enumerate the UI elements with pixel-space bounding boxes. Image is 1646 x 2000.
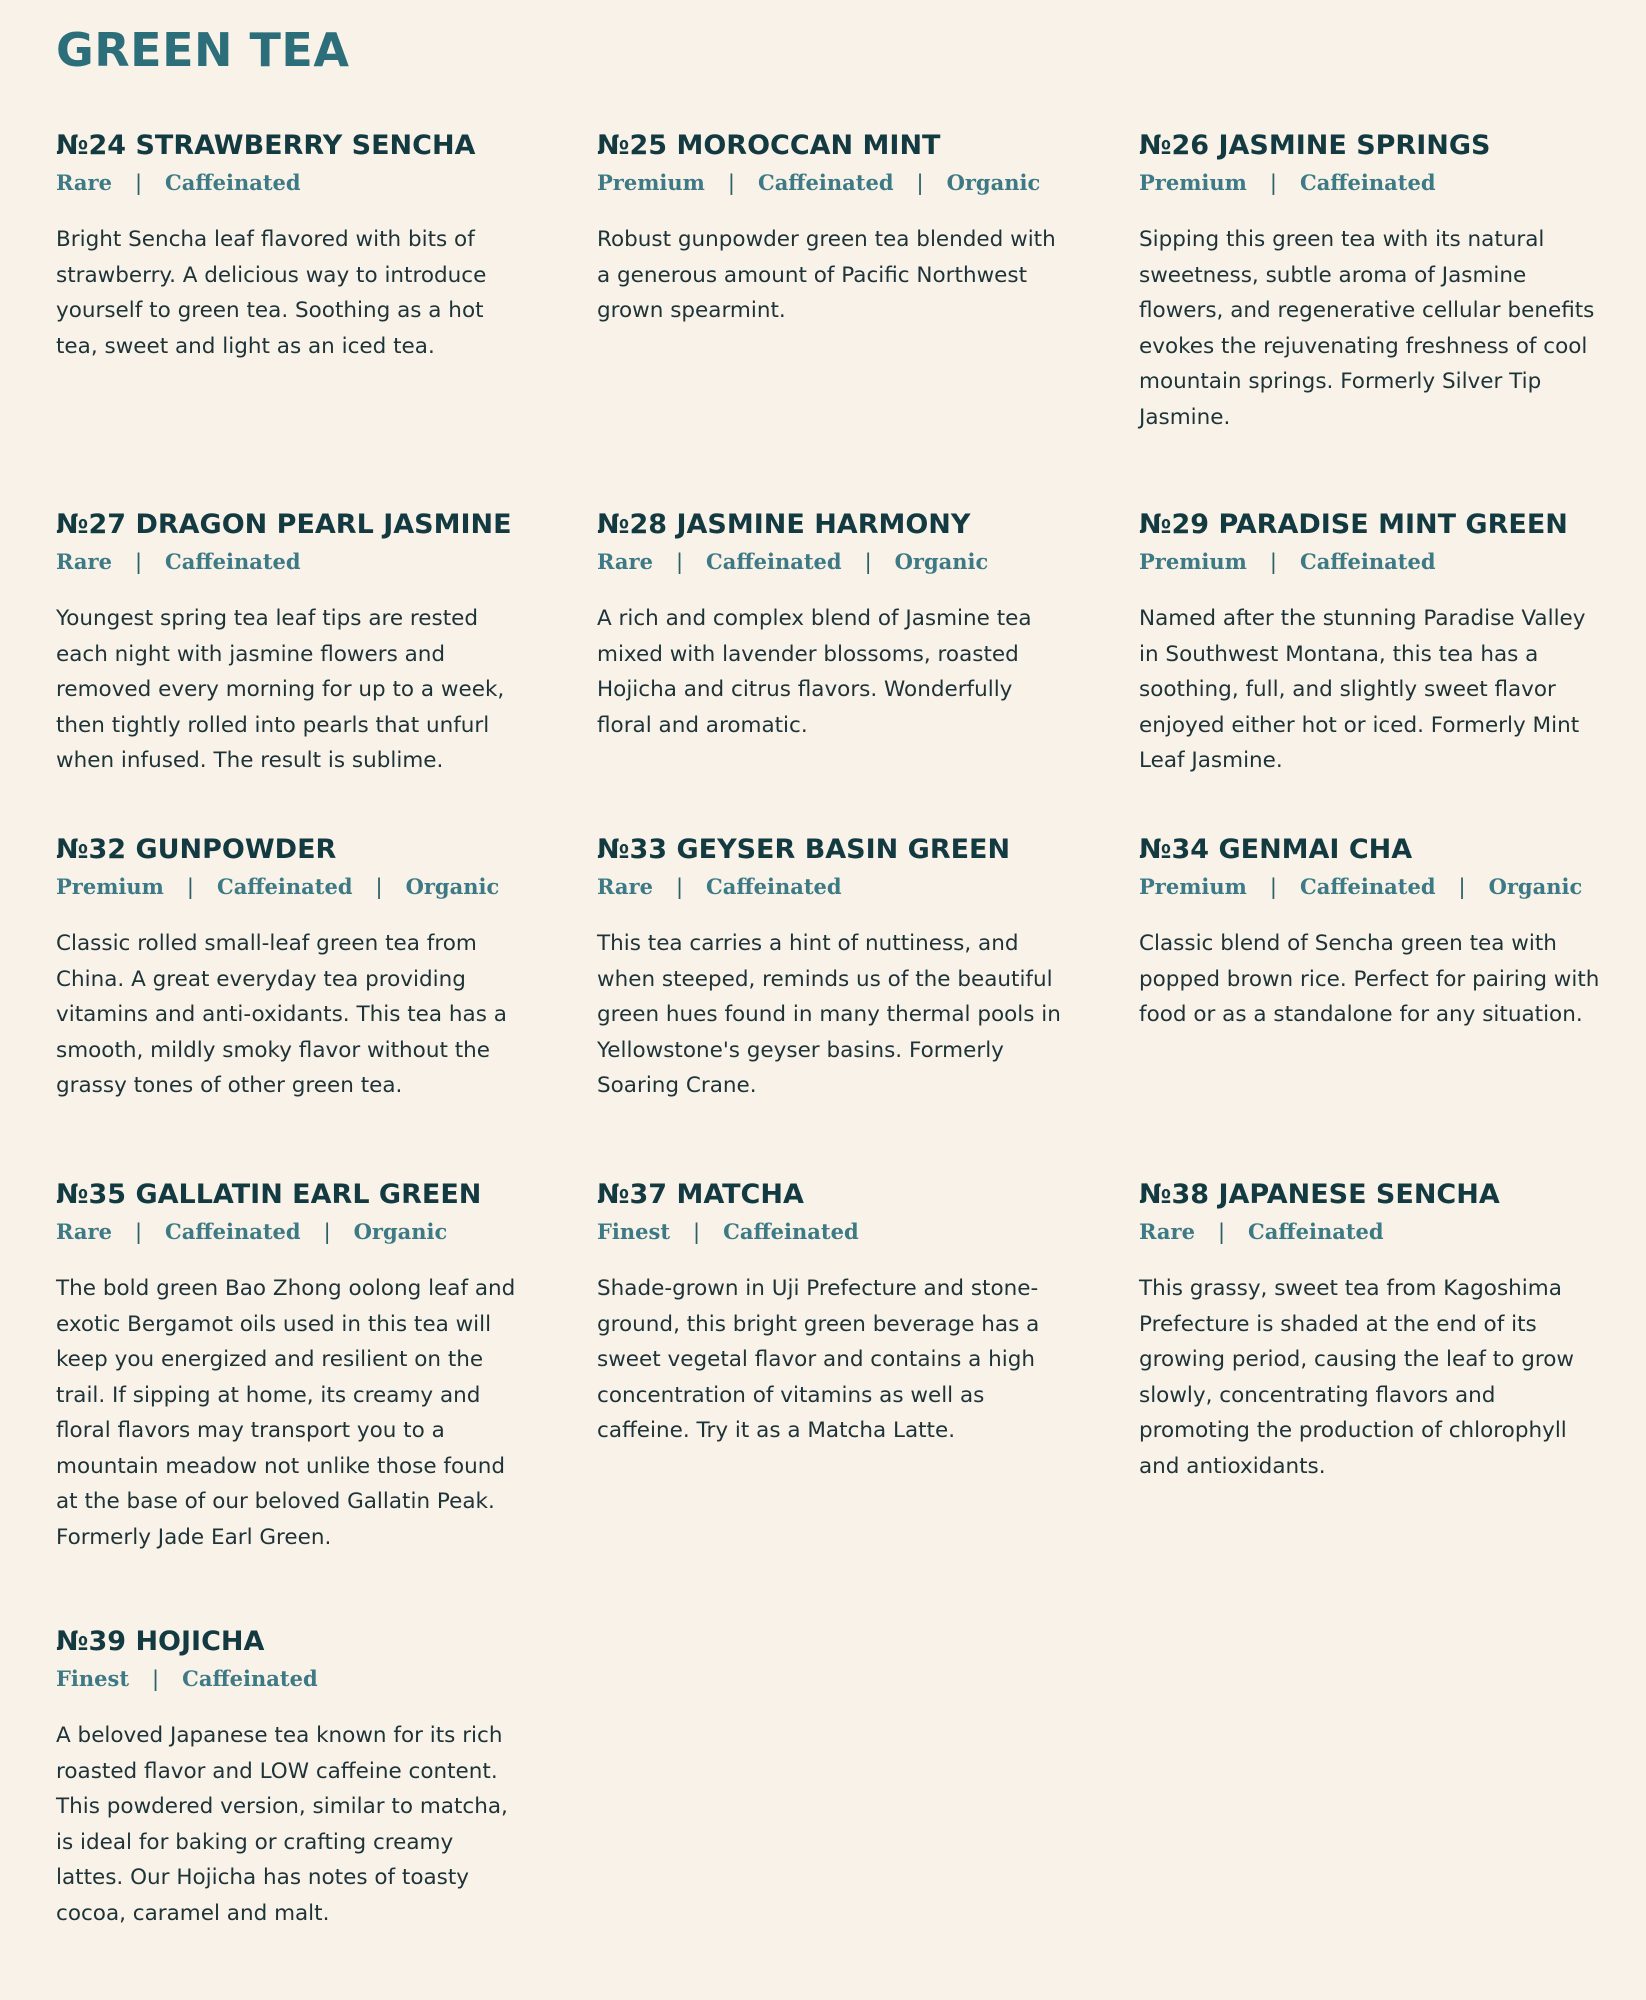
tag-label: Rare bbox=[56, 1219, 112, 1244]
tag-separator: | bbox=[375, 875, 383, 899]
tea-name: №38 JAPANESE SENCHA bbox=[1139, 1179, 1500, 1210]
tag-separator: | bbox=[1458, 875, 1466, 899]
tea-name: №28 JASMINE HARMONY bbox=[597, 509, 971, 540]
tag-separator: | bbox=[186, 875, 194, 899]
tea-description: This tea carries a hint of nuttiness, and when steeped, reminds us of the beautiful green hues found in many thermal pools in Yellowstone's geyser basins. Formerly Soaring Crane. bbox=[597, 931, 1061, 1098]
tea-tags bbox=[1139, 547, 1609, 577]
tea-item bbox=[1139, 507, 1609, 779]
tag-label: Caffeinated bbox=[165, 549, 301, 574]
tea-tags bbox=[56, 1217, 526, 1247]
tea-name: №25 MOROCCAN MINT bbox=[597, 130, 941, 161]
tag-separator: | bbox=[675, 550, 684, 574]
tag-label: Caffeinated bbox=[757, 170, 894, 195]
tag-label: Caffeinated bbox=[1299, 170, 1436, 195]
tea-item bbox=[1139, 1177, 1609, 1484]
tea-item bbox=[597, 128, 1067, 329]
tag-label: Rare bbox=[56, 549, 112, 574]
tea-tags bbox=[56, 547, 526, 577]
tea-item bbox=[56, 832, 526, 1104]
tea-tags bbox=[56, 168, 526, 198]
tag-separator: | bbox=[152, 1667, 160, 1691]
tea-description: Bright Sencha leaf flavored with bits of strawberry. A delicious way to introduce yourself to green tea. Soothing as a hot tea, sweet and light as an iced tea. bbox=[56, 227, 487, 359]
tag-label: Caffeinated bbox=[723, 1219, 859, 1244]
tea-description: This grassy, sweet tea from Kagoshima Prefecture is shaded at the end of its growing period, causing the leaf to grow slowly, concentrating flavors and promoting the production of chlorophyll and antioxidants. bbox=[1139, 1276, 1574, 1479]
tea-name: №33 GEYSER BASIN GREEN bbox=[597, 834, 1011, 865]
tag-label: Finest bbox=[597, 1219, 671, 1244]
tag-label: Premium bbox=[1139, 549, 1247, 574]
tag-label: Rare bbox=[56, 170, 112, 195]
tea-name: №32 GUNPOWDER bbox=[56, 834, 337, 865]
tea-item bbox=[56, 507, 526, 779]
tea-item bbox=[597, 832, 1067, 1104]
tag-label: Caffeinated bbox=[1299, 549, 1436, 574]
page-title: GREEN TEA bbox=[56, 23, 350, 77]
tea-tags bbox=[597, 168, 1067, 198]
tag-label: Organic bbox=[894, 549, 989, 574]
tea-description: A rich and complex blend of Jasmine tea mixed with lavender blossoms, roasted Hojicha and citrus flavors. Wonderfully floral and aromatic. bbox=[597, 606, 1032, 738]
tag-label: Caffeinated bbox=[165, 170, 301, 195]
tag-label: Caffeinated bbox=[1248, 1219, 1384, 1244]
tag-label: Caffeinated bbox=[216, 874, 353, 899]
tea-tags bbox=[597, 1217, 1067, 1247]
tag-label: Caffeinated bbox=[165, 1219, 301, 1244]
tag-separator: | bbox=[727, 171, 735, 195]
tea-description: Shade-grown in Uji Prefecture and stone-ground, this bright green beverage has a sweet vegetal flavor and contains a high concentration of vitamins as well as caffeine. Try it as a Matcha Latte. bbox=[597, 1276, 1040, 1443]
tea-name: №37 MATCHA bbox=[597, 1179, 804, 1210]
tag-separator: | bbox=[134, 171, 143, 195]
tag-label: Premium bbox=[56, 874, 164, 899]
tea-item bbox=[56, 1624, 526, 1931]
tea-description: Named after the stunning Paradise Valley in Southwest Montana, this tea has a soothing, full, and slightly sweet flavor enjoyed either hot or iced. Formerly Mint Leaf Jasmine. bbox=[1139, 606, 1586, 773]
tea-tags bbox=[1139, 168, 1609, 198]
tag-label: Finest bbox=[56, 1666, 130, 1691]
tag-separator: | bbox=[323, 1220, 331, 1244]
tea-description: Classic blend of Sencha green tea with popped brown rice. Perfect for pairing with food or as a standalone for any situation. bbox=[1139, 931, 1600, 1027]
tag-separator: | bbox=[1217, 1220, 1226, 1244]
tag-label: Rare bbox=[597, 549, 653, 574]
tag-separator: | bbox=[675, 875, 684, 899]
tag-separator: | bbox=[1269, 171, 1277, 195]
tag-label: Organic bbox=[353, 1219, 448, 1244]
tag-label: Caffeinated bbox=[1299, 874, 1436, 899]
tea-tags bbox=[1139, 872, 1609, 902]
tea-name: №34 GENMAI CHA bbox=[1139, 834, 1413, 865]
tag-label: Rare bbox=[597, 874, 653, 899]
tag-separator: | bbox=[916, 171, 924, 195]
tea-name: №39 HOJICHA bbox=[56, 1626, 265, 1657]
tea-item bbox=[1139, 128, 1609, 435]
tea-tags bbox=[56, 872, 526, 902]
tea-description: Sipping this green tea with its natural sweetness, subtle aroma of Jasmine flowers, and regenerative cellular benefits evokes the rejuvenating freshness of cool mountain springs. Formerly Silver Tip Jasmine. bbox=[1139, 227, 1595, 430]
tea-name: №29 PARADISE MINT GREEN bbox=[1139, 509, 1568, 540]
tea-description: Youngest spring tea leaf tips are rested each night with jasmine flowers and removed every morning for up to a week, then tightly rolled into pearls that unfurl when infused. The result is sublime. bbox=[56, 606, 505, 773]
tea-item bbox=[56, 128, 526, 364]
tea-item bbox=[56, 1177, 526, 1555]
tea-name: №27 DRAGON PEARL JASMINE bbox=[56, 509, 512, 540]
tag-label: Caffeinated bbox=[706, 874, 842, 899]
tea-name: №24 STRAWBERRY SENCHA bbox=[56, 130, 476, 161]
tea-item bbox=[597, 1177, 1067, 1449]
tea-tags bbox=[597, 872, 1067, 902]
tag-label: Organic bbox=[405, 874, 500, 899]
tea-name: №35 GALLATIN EARL GREEN bbox=[56, 1179, 482, 1210]
tag-label: Organic bbox=[1488, 874, 1583, 899]
tag-label: Premium bbox=[1139, 874, 1247, 899]
tea-tags bbox=[56, 1664, 526, 1694]
tag-separator: | bbox=[1269, 875, 1277, 899]
tag-separator: | bbox=[134, 1220, 143, 1244]
tag-label: Premium bbox=[597, 170, 705, 195]
tag-separator: | bbox=[1269, 550, 1277, 574]
tag-label: Rare bbox=[1139, 1219, 1195, 1244]
tea-item bbox=[1139, 832, 1609, 1033]
tag-separator: | bbox=[693, 1220, 701, 1244]
tea-description: Classic rolled small-leaf green tea from China. A great everyday tea providing vitamins and anti-oxidants. This tea has a smooth, mildly smoky flavor without the grassy tones of other green tea. bbox=[56, 931, 507, 1098]
tag-separator: | bbox=[134, 550, 143, 574]
tea-tags bbox=[597, 547, 1067, 577]
tag-label: Premium bbox=[1139, 170, 1247, 195]
tag-label: Caffeinated bbox=[182, 1666, 318, 1691]
tag-label: Caffeinated bbox=[706, 549, 842, 574]
tag-separator: | bbox=[864, 550, 872, 574]
tea-description: Robust gunpowder green tea blended with a generous amount of Pacific Northwest grown spearmint. bbox=[597, 227, 1056, 323]
tea-description: The bold green Bao Zhong oolong leaf and exotic Bergamot oils used in this tea will keep you energized and resilient on the trail. If sipping at home, its creamy and floral flavors may transport you to a mountain meadow not unlike those found at the base of our beloved Gallatin Peak. Formerly Jade Earl Green. bbox=[56, 1276, 516, 1550]
tea-tags bbox=[1139, 1217, 1609, 1247]
tea-description: A beloved Japanese tea known for its rich roasted flavor and LOW caffeine content. This powdered version, similar to matcha, is ideal for baking or crafting creamy lattes. Our Hojicha has notes of toasty cocoa, caramel and malt. bbox=[56, 1723, 508, 1926]
tea-name: №26 JASMINE SPRINGS bbox=[1139, 130, 1491, 161]
tag-label: Organic bbox=[946, 170, 1041, 195]
tea-item bbox=[597, 507, 1067, 743]
